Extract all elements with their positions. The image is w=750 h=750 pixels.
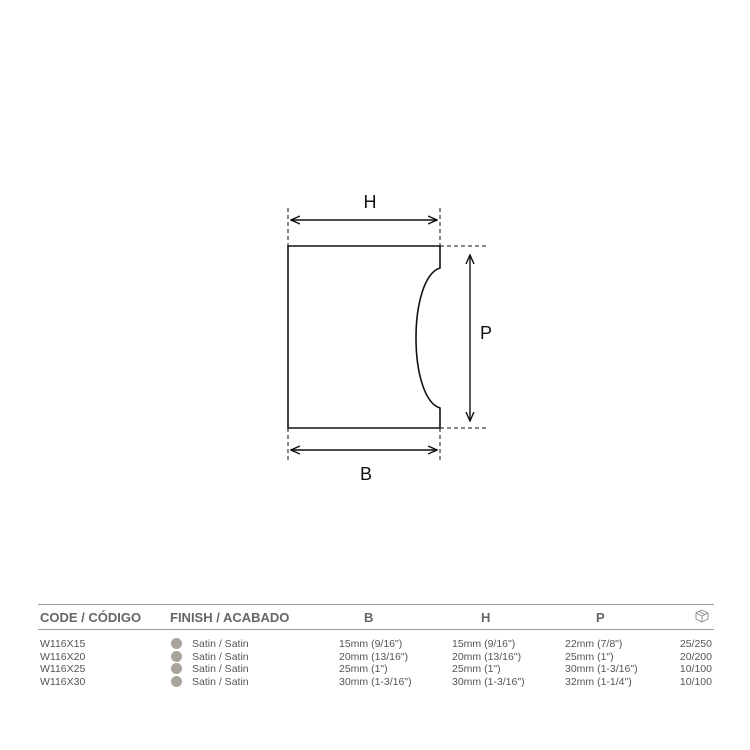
row-code: W116X25	[40, 663, 86, 675]
row-h: 25mm (1")	[452, 663, 501, 675]
header-b: B	[364, 610, 374, 625]
row-h: 20mm (13/16")	[452, 650, 522, 663]
table-row	[38, 638, 714, 651]
table-body	[38, 638, 714, 688]
row-pack: 20/200	[679, 650, 712, 663]
handle-profile	[288, 246, 440, 428]
finish-swatch	[171, 638, 182, 649]
table-row	[38, 676, 714, 689]
row-b: 30mm (1-3/16")	[339, 675, 412, 688]
finish-swatch	[171, 663, 182, 674]
row-b: 25mm (1")	[339, 663, 388, 675]
table-row	[38, 651, 714, 664]
finish-swatch	[171, 651, 182, 662]
row-code: W116X30	[40, 675, 86, 688]
row-code: W116X20	[40, 650, 86, 663]
row-code: W116X15	[40, 638, 86, 650]
row-p: 30mm (1-3/16")	[565, 663, 638, 675]
label-b: B	[359, 464, 373, 484]
row-pack: 10/100	[679, 675, 712, 688]
table-header	[38, 604, 714, 630]
row-pack: 25/250	[679, 638, 712, 650]
row-b: 15mm (9/16")	[339, 638, 403, 650]
row-p: 25mm (1")	[565, 650, 614, 663]
label-h: H	[363, 192, 377, 212]
row-b: 20mm (13/16")	[339, 650, 409, 663]
row-finish: Satin / Satin	[192, 638, 249, 650]
row-finish: Satin / Satin	[192, 663, 249, 675]
finish-swatch	[171, 676, 182, 687]
header-code: CODE / CÓDIGO	[40, 610, 142, 625]
label-p: P	[479, 323, 493, 343]
row-pack: 10/100	[679, 663, 712, 675]
header-finish: FINISH / ACABADO	[170, 610, 290, 625]
header-h: H	[481, 610, 491, 625]
box-icon	[694, 609, 710, 626]
row-h: 30mm (1-3/16")	[452, 675, 525, 688]
header-p: P	[596, 610, 605, 625]
row-finish: Satin / Satin	[192, 650, 249, 663]
row-p: 32mm (1-1/4")	[565, 675, 632, 688]
spec-table	[38, 604, 714, 688]
table-row	[38, 663, 714, 676]
row-finish: Satin / Satin	[192, 675, 249, 688]
row-p: 22mm (7/8")	[565, 638, 623, 650]
row-h: 15mm (9/16")	[452, 638, 516, 650]
